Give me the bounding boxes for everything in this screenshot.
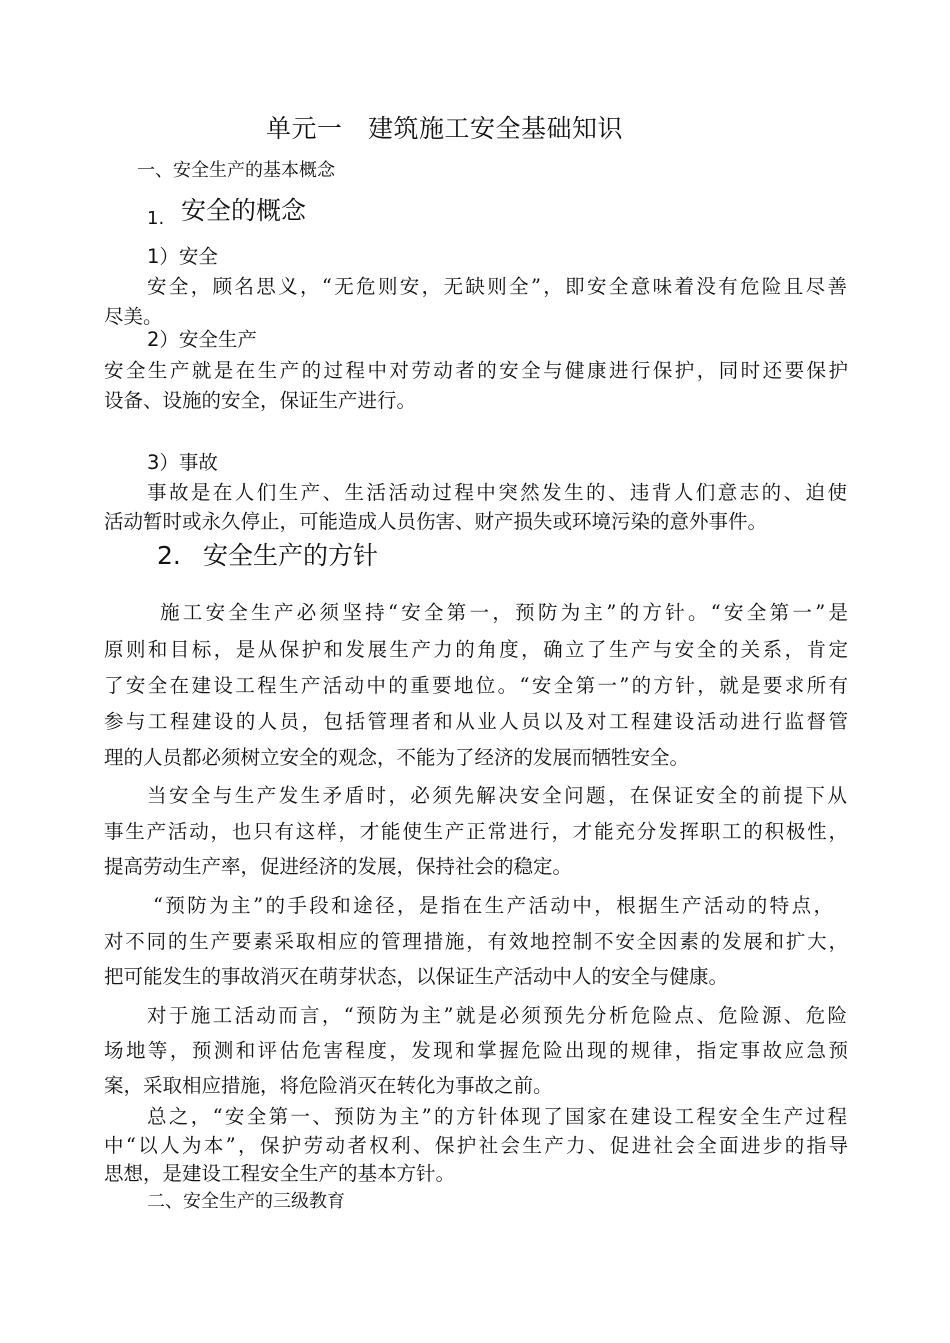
paragraph-line: 当安全与生产发生矛盾时，必须先解决安全问题，在保证安全的前提下从 xyxy=(147,784,847,807)
item-heading-safety xyxy=(147,247,218,267)
page-title: 单元一 建筑施工安全基础知识 xyxy=(266,114,624,143)
paragraph-line: 理的人员都必须树立安全的观念，不能为了经济的发展而牺牲安全。 xyxy=(104,746,690,769)
item-label: 安全 xyxy=(178,245,218,268)
paragraph-line: 安全，顾名思义，“无危则安，无缺则全”，即安全意味着没有危险且尽善 xyxy=(147,275,847,298)
paragraph-line: 中“以人为本”，保护劳动者权利、保护社会生产力、促进社会全面进步的指导 xyxy=(104,1134,848,1157)
item-number: 2） xyxy=(147,328,179,351)
paragraph-line: 思想，是建设工程安全生产的基本方针。 xyxy=(104,1162,456,1185)
item-heading-accident xyxy=(147,453,218,473)
subsection-title: 安全的概念 xyxy=(181,196,307,225)
subsection-number: 1. xyxy=(147,208,165,229)
paragraph-line: 案，采取相应措施，将危险消灭在转化为事故之前。 xyxy=(104,1074,553,1097)
paragraph-line: 总之，“安全第一、预防为主”的方针体现了国家在建设工程安全生产过程 xyxy=(147,1105,847,1128)
paragraph-line: 施工安全生产必须坚持“安全第一，预防为主”的方针。“安全第一”是 xyxy=(160,601,848,624)
paragraph-line: 事生产活动，也只有这样，才能使生产正常进行，才能充分发挥职工的积极性， xyxy=(104,820,848,843)
subsection-title: 安全生产的方针 xyxy=(203,541,379,570)
paragraph-line: 对不同的生产要素采取相应的管理措施，有效地控制不安全因素的发展和扩大， xyxy=(104,930,848,953)
paragraph-line: 安全生产就是在生产的过程中对劳动者的安全与健康进行保护，同时还要保护 xyxy=(104,359,848,382)
paragraph-line: 把可能发生的事故消灭在萌芽状态，以保证生产活动中人的安全与健康。 xyxy=(104,965,729,988)
paragraph-line: 场地等，预测和评估危害程度，发现和掌握危险出现的规律，指定事故应急预 xyxy=(104,1039,848,1062)
section-heading-2: 二、安全生产的三级教育 xyxy=(147,1191,345,1212)
paragraph-line: 原则和目标，是从保护和发展生产力的角度，确立了生产与安全的关系，肯定 xyxy=(104,638,848,661)
paragraph-line: “预防为主”的手段和途径，是指在生产活动中，根据生产活动的特点， xyxy=(153,894,833,917)
paragraph-line: 事故是在人们生产、生活活动过程中突然发生的、违背人们意志的、迫使 xyxy=(147,481,847,504)
paragraph-line: 对于施工活动而言，“预防为主”就是必须预先分析危险点、危险源、危险 xyxy=(147,1004,847,1027)
item-heading-safe-production xyxy=(147,330,257,350)
paragraph-line: 提高劳动生产率，促进经济的发展，保持社会的稳定。 xyxy=(104,855,573,878)
section-heading-1: 一、安全生产的基本概念 xyxy=(137,160,335,181)
subsection-number: 2. xyxy=(157,541,181,570)
paragraph-line: 了安全在建设工程生产活动中的重要地位。“安全第一”的方针，就是要求所有 xyxy=(104,674,848,697)
paragraph-line: 活动暂时或永久停止，可能造成人员伤害、财产损失或环境污染的意外事件。 xyxy=(104,510,768,533)
paragraph-line: 参与工程建设的人员，包括管理者和从业人员以及对工程建设活动进行监督管 xyxy=(104,710,848,733)
paragraph-line: 设备、设施的安全，保证生产进行。 xyxy=(104,389,417,412)
paragraph-line: 尽美。 xyxy=(104,305,163,328)
item-label: 事故 xyxy=(178,451,218,474)
item-number: 3） xyxy=(147,451,179,474)
item-number: 1） xyxy=(147,245,179,268)
item-label: 安全生产 xyxy=(178,328,257,351)
